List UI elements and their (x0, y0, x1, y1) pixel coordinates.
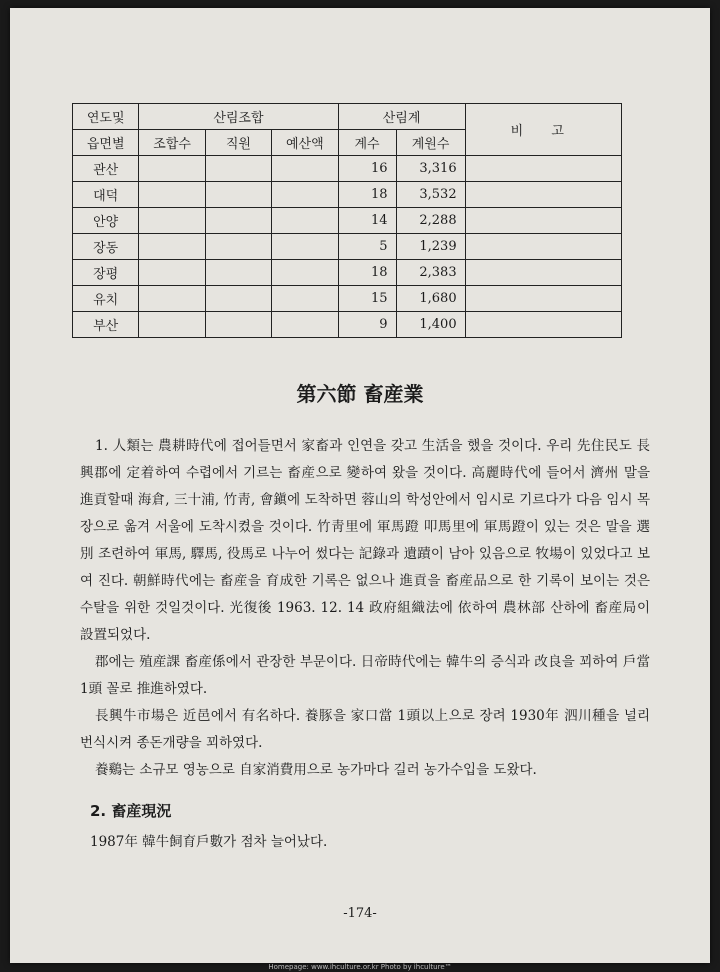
cell-gye-members: 2,383 (396, 260, 465, 286)
cell-gye-count: 16 (338, 156, 396, 182)
table-row (73, 234, 622, 260)
cell-budget (272, 156, 338, 182)
header-assoc-count: 조합수 (139, 130, 205, 156)
cell-assoc (139, 208, 205, 234)
cell-budget (272, 234, 338, 260)
cell-staff (205, 260, 271, 286)
paragraph: 郡에는 殖産課 畜産係에서 관장한 부문이다. 日帝時代에는 韓牛의 증식과 改良을 꾀하여 戶當 1頭 꼴로 推進하였다. (80, 654, 650, 697)
cell-gye-members: 3,532 (396, 182, 465, 208)
cell-assoc (139, 156, 205, 182)
cell-staff (205, 208, 271, 234)
cell-remarks (465, 208, 621, 234)
cell-staff (205, 156, 271, 182)
document-page (10, 8, 710, 963)
cell-remarks (465, 156, 621, 182)
header-region-top: 연도및 (73, 104, 139, 130)
cell-budget (272, 208, 338, 234)
table-row (73, 208, 622, 234)
cell-remarks (465, 286, 621, 312)
header-forest-association: 산림조합 (139, 104, 338, 130)
cell-gye-members: 1,400 (396, 312, 465, 338)
subsection-text: 1987年 韓牛飼育戶數가 점차 늘어났다. (90, 834, 328, 850)
cell-region: 안양 (73, 208, 139, 234)
cell-gye-members: 1,239 (396, 234, 465, 260)
cell-remarks (465, 312, 621, 338)
cell-gye-members: 3,316 (396, 156, 465, 182)
header-budget: 예산액 (272, 130, 338, 156)
cell-region: 부산 (73, 312, 139, 338)
table-row (73, 286, 622, 312)
header-gye-count: 계수 (338, 130, 396, 156)
cell-region: 장평 (73, 260, 139, 286)
cell-gye-count: 18 (338, 260, 396, 286)
table-row (73, 182, 622, 208)
section-title: 第六節 畜産業 (296, 382, 424, 406)
cell-remarks (465, 234, 621, 260)
cell-remarks (465, 260, 621, 286)
table-row (73, 156, 622, 182)
cell-staff (205, 182, 271, 208)
page-number: -174- (343, 906, 377, 921)
cell-gye-count: 5 (338, 234, 396, 260)
header-forest-gye: 산림계 (338, 104, 465, 130)
paragraph: 長興牛市場은 近邑에서 有名하다. 養豚을 家口當 1頭以上으로 장려 1930年 泗川種을 널리 번식시켜 종돈개량을 꾀하였다. (80, 708, 650, 751)
header-staff: 직원 (205, 130, 271, 156)
cell-region: 관산 (73, 156, 139, 182)
cell-staff (205, 286, 271, 312)
cell-assoc (139, 234, 205, 260)
cell-gye-count: 18 (338, 182, 396, 208)
cell-assoc (139, 260, 205, 286)
forest-association-table (72, 103, 622, 338)
cell-budget (272, 182, 338, 208)
cell-budget (272, 260, 338, 286)
cell-gye-count: 15 (338, 286, 396, 312)
paragraph: 1. 人類는 農耕時代에 접어들면서 家畜과 인연을 갖고 生活을 했을 것이다. 우리 先住民도 長興郡에 定着하여 수렵에서 기르는 畜産으로 變하여 왔을 것이다. 高麗時代에 들어서 濟州 말을 進貢할때 海倉, 三十浦, 竹靑, 會鎭에 도착하면 蓉山의 학성안에서 임시로 기르다가 다음 임시 목장으로 옮겨 서울에 도착시켰을 것이다. 竹靑里에 軍馬蹬 叩馬里에 軍馬蹬이 있는 것은 말을 選別 조련하여 軍馬, 驛馬, 役馬로 나누어 썼다는 記錄과 遺蹟이 남아 있음으로 牧場이 있었다고 보여 진다. 朝鮮時代에는 畜産을 育成한 기록은 없으나 進貢을 畜産品으로 한 기록이 보이는 것은 수탈을 위한 것일것이다. 光復後 1963. 12. 14 政府組織法에 依하여 農林部 산하에 畜産局이 設置되었다. (80, 438, 650, 643)
paragraph: 養鷄는 소규모 영농으로 自家消費用으로 농가마다 길러 농가수입을 도왔다. (95, 762, 537, 778)
cell-gye-count: 14 (338, 208, 396, 234)
header-gye-members: 계원수 (396, 130, 465, 156)
cell-staff (205, 312, 271, 338)
cell-gye-members: 2,288 (396, 208, 465, 234)
cell-region: 유치 (73, 286, 139, 312)
table-row (73, 312, 622, 338)
table-row (73, 260, 622, 286)
cell-gye-count: 9 (338, 312, 396, 338)
photo-credit-footer: Homepage: www.ihculture.or.kr Photo by ihculture™ (268, 963, 452, 971)
cell-budget (272, 286, 338, 312)
cell-assoc (139, 312, 205, 338)
body-text (80, 433, 650, 784)
cell-region: 대덕 (73, 182, 139, 208)
cell-gye-members: 1,680 (396, 286, 465, 312)
table-header-row (73, 104, 622, 130)
cell-region: 장동 (73, 234, 139, 260)
cell-assoc (139, 182, 205, 208)
header-region-bottom: 읍면별 (73, 130, 139, 156)
header-remarks: 비 고 (465, 104, 621, 156)
cell-staff (205, 234, 271, 260)
subsection-title: 2. 畜産現況 (90, 802, 172, 820)
cell-budget (272, 312, 338, 338)
cell-assoc (139, 286, 205, 312)
cell-remarks (465, 182, 621, 208)
